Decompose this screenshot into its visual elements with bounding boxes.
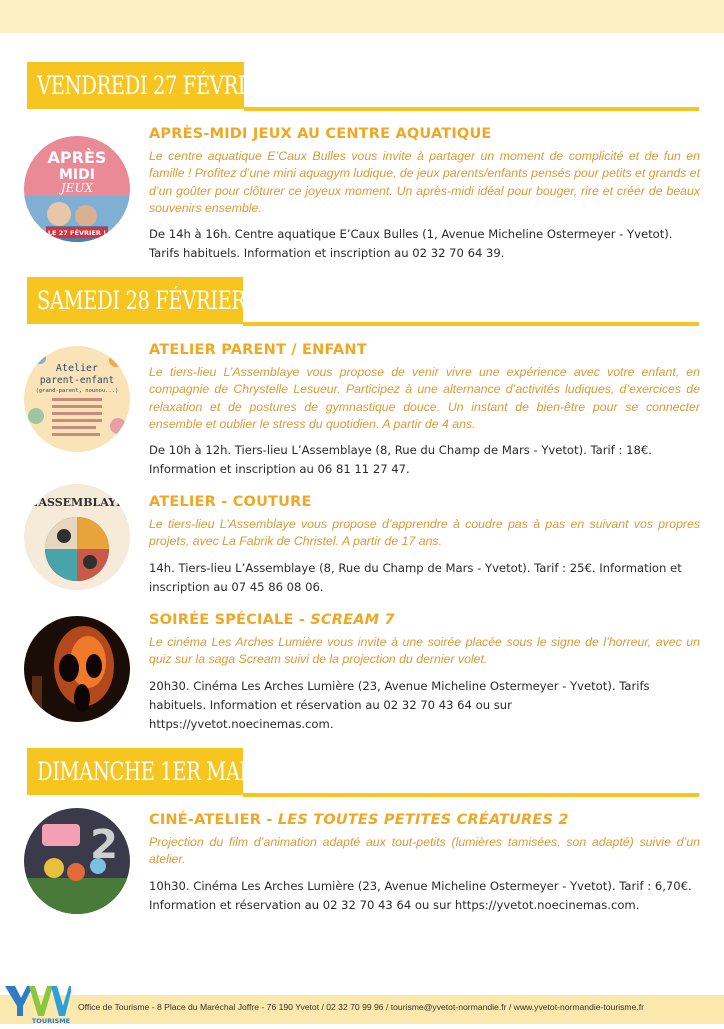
footer-contact: Office de Tourisme - 8 Place du Maréchal Joffre - 76 190 Yvetot / 02 32 70 99 96 / tourisme@yvetot-normandie.fr / www.yvetot-normandie-tourisme.fr xyxy=(78,1002,644,1012)
event-title xyxy=(149,812,700,828)
event-body xyxy=(149,494,700,597)
day-header-saturday xyxy=(27,277,699,327)
poster-line3: (grand-parent, nounou...) xyxy=(35,388,119,394)
day-title: SAMEDI 28 FÉVRIER xyxy=(37,286,246,315)
poster-line2: MIDI xyxy=(59,167,95,183)
event-title: ATELIER - COUTURE xyxy=(149,494,312,510)
event-info: De 10h à 12h. Tiers-lieu L’Assemblaye (8, Rue du Champ de Mars - Yvetot). Tarif : 18€. Information et inscription au 06 81 11 27 47. xyxy=(149,443,652,477)
film-poster-icon xyxy=(24,808,130,914)
poster-line3: JEUX xyxy=(60,181,94,195)
day-tab xyxy=(27,748,267,795)
event-thumbnail xyxy=(24,136,130,242)
poster-line2: parent-enfant xyxy=(39,375,115,386)
poster-date: LE 27 FÉVRIER ! xyxy=(47,229,107,237)
event-info: 10h30. Cinéma Les Arches Lumière (23, Avenue Micheline Ostermeyer - Yvetot). Tarif : 6,70€. Information et réservation au 02 32 70 43 64 ou sur https://yvetot.noecinemas.com. xyxy=(149,878,692,912)
event-body xyxy=(149,126,700,263)
poster-number: 2 xyxy=(90,822,118,868)
event-description: Le tiers-lieu L’Assemblaye vous propose d’apprendre à coudre pas à pas en suivant vos propres projets, avec La Fabrik de Christel. A partir de 17 ans. xyxy=(149,517,700,549)
event-title xyxy=(149,612,700,628)
day-underline xyxy=(243,793,699,797)
event-title: APRÈS-MIDI JEUX AU CENTRE AQUATIQUE xyxy=(149,126,492,142)
aquatic-poster-icon xyxy=(24,136,130,242)
day-tab xyxy=(27,62,274,109)
assemblaye-logo-icon xyxy=(24,484,130,590)
event-body xyxy=(149,612,700,734)
day-title: DIMANCHE 1ER MARS xyxy=(37,757,267,786)
event-title-film: SCREAM 7 xyxy=(310,612,395,628)
event-title: ATELIER PARENT / ENFANT xyxy=(149,342,367,358)
day-underline xyxy=(243,322,699,326)
top-band xyxy=(0,0,724,33)
logo-text: L’ASSEMBLAYE xyxy=(29,496,125,509)
event-info: 20h30. Cinéma Les Arches Lumière (23, Avenue Micheline Ostermeyer - Yvetot). Tarifs habituels. Information et réservation au 02 32 70 43 64 ou sur https://yvetot.noecinemas.com. xyxy=(149,678,650,731)
event-thumbnail xyxy=(24,346,130,452)
footer xyxy=(0,984,724,1024)
event-description: Le tiers-lieu L’Assemblaye vous propose de venir vivre une expérience avec votre enfant, en compagnie de Chrystelle Lesueur. Participez à une alternance d’activités ludiques, d’exercices de relaxation et de postures de gymnastique douce. Un instant de bien-être pour se connecter ensemble et oublier le stress du quotidien. A partir de 4 ans. xyxy=(149,365,700,431)
event-thumbnail xyxy=(24,484,130,590)
parent-child-poster-icon xyxy=(24,346,130,452)
yvetot-logo-icon xyxy=(3,984,71,1024)
event-info: De 14h à 16h. Centre aquatique E’Caux Bulles (1, Avenue Micheline Ostermeyer - Yvetot). Tarifs habituels. Information et inscription au 02 32 70 64 39. xyxy=(149,227,673,261)
event-description: Le cinéma Les Arches Lumière vous invite à une soirée placée sous le signe de l’horreur, avec un quiz sur la saga Scream suivi de la projection du dernier volet. xyxy=(149,635,700,667)
event-title-film: LES TOUTES PETITES CRÉATURES 2 xyxy=(277,812,569,828)
event-thumbnail xyxy=(24,808,130,914)
day-underline xyxy=(244,107,699,111)
scream-mask-icon xyxy=(24,616,130,722)
day-header-sunday xyxy=(27,748,699,798)
logo-caption: TOURISME xyxy=(31,1017,71,1024)
day-title: VENDREDI 27 FÉVRIER xyxy=(37,71,274,100)
poster-line1: Atelier xyxy=(55,363,99,374)
day-tab xyxy=(27,277,246,324)
event-body xyxy=(149,812,700,915)
yvetot-tourisme-logo xyxy=(3,984,71,1024)
event-title-main: SOIRÉE SPÉCIALE - xyxy=(149,612,311,628)
event-thumbnail xyxy=(24,616,130,722)
event-body xyxy=(149,342,700,479)
event-info: 14h. Tiers-lieu L’Assemblaye (8, Rue du Champ de Mars - Yvetot). Tarif : 25€. Information et inscription au 07 45 86 08 06. xyxy=(149,560,682,594)
event-title-main: CINÉ-ATELIER - xyxy=(149,812,278,828)
event-description: Le centre aquatique E’Caux Bulles vous invite à partager un moment de complicité et de fun en famille ! Profitez d’une mini aquagym ludique, de jeux parents/enfants pensés pour petits et grands et d’un goûter pour clôturer ce joyeux moment. Un après-midi idéal pour bouger, rire et créer de beaux souvenirs ensemble. xyxy=(149,149,700,215)
day-header-friday xyxy=(27,62,699,112)
poster-line1: APRÈS xyxy=(47,148,107,167)
event-description: Projection du film d’animation adapté aux tout-petits (lumières tamisées, son adapté) suivie d’un atelier. xyxy=(149,835,700,867)
